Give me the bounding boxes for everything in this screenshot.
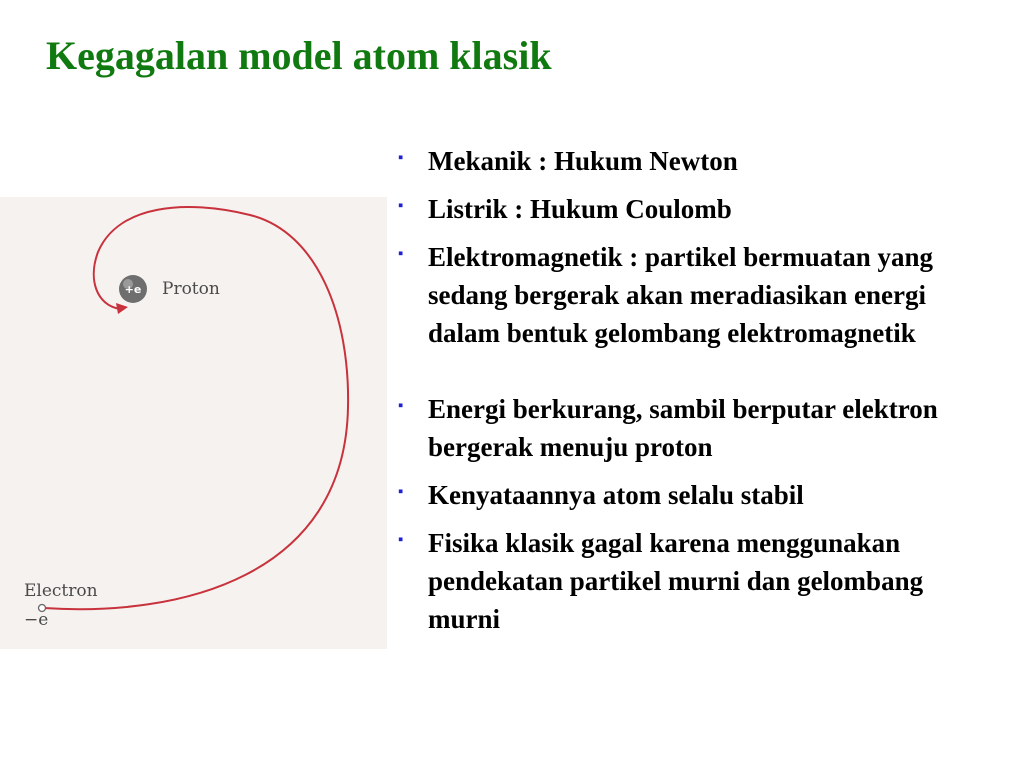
bullet-text: Kenyataannya atom selalu stabil [428, 480, 804, 510]
proton-charge: +e [124, 283, 142, 296]
square-bullet-icon: ▪ [398, 150, 404, 166]
square-bullet-icon: ▪ [398, 198, 404, 214]
bullet-text: Elektromagnetik : partikel bermuatan yang sedang bergerak akan meradiasikan energi dalam bentuk gelombang elektromagnetik [428, 242, 933, 348]
square-bullet-icon: ▪ [398, 246, 404, 262]
bullet-item [396, 476, 996, 514]
bullet-list [396, 142, 996, 648]
bullet-text: Fisika klasik gagal karena menggunakan pendekatan partikel murni dan gelombang murni [428, 528, 924, 634]
square-bullet-icon: ▪ [398, 532, 404, 548]
bullet-item [396, 238, 996, 352]
bullet-text: Energi berkurang, sambil berputar elektron bergerak menuju proton [428, 394, 938, 462]
bullet-text: Listrik : Hukum Coulomb [428, 194, 732, 224]
bullet-item [396, 190, 996, 228]
electron-label: Electron [24, 581, 98, 601]
orbit-diagram [0, 197, 387, 649]
bullet-item [396, 524, 996, 638]
bullet-item [396, 142, 996, 180]
square-bullet-icon: ▪ [398, 398, 404, 414]
spiral-orbit-figure [0, 197, 387, 649]
electron-spiral-path [44, 207, 348, 609]
bullet-text: Mekanik : Hukum Newton [428, 146, 738, 176]
proton-label: Proton [162, 279, 220, 299]
bullet-item [396, 390, 996, 466]
spiral-arrowhead [116, 303, 128, 314]
electron-charge: −e [24, 610, 49, 630]
slide-title: Kegagalan model atom klasik [46, 33, 552, 78]
square-bullet-icon: ▪ [398, 484, 404, 500]
